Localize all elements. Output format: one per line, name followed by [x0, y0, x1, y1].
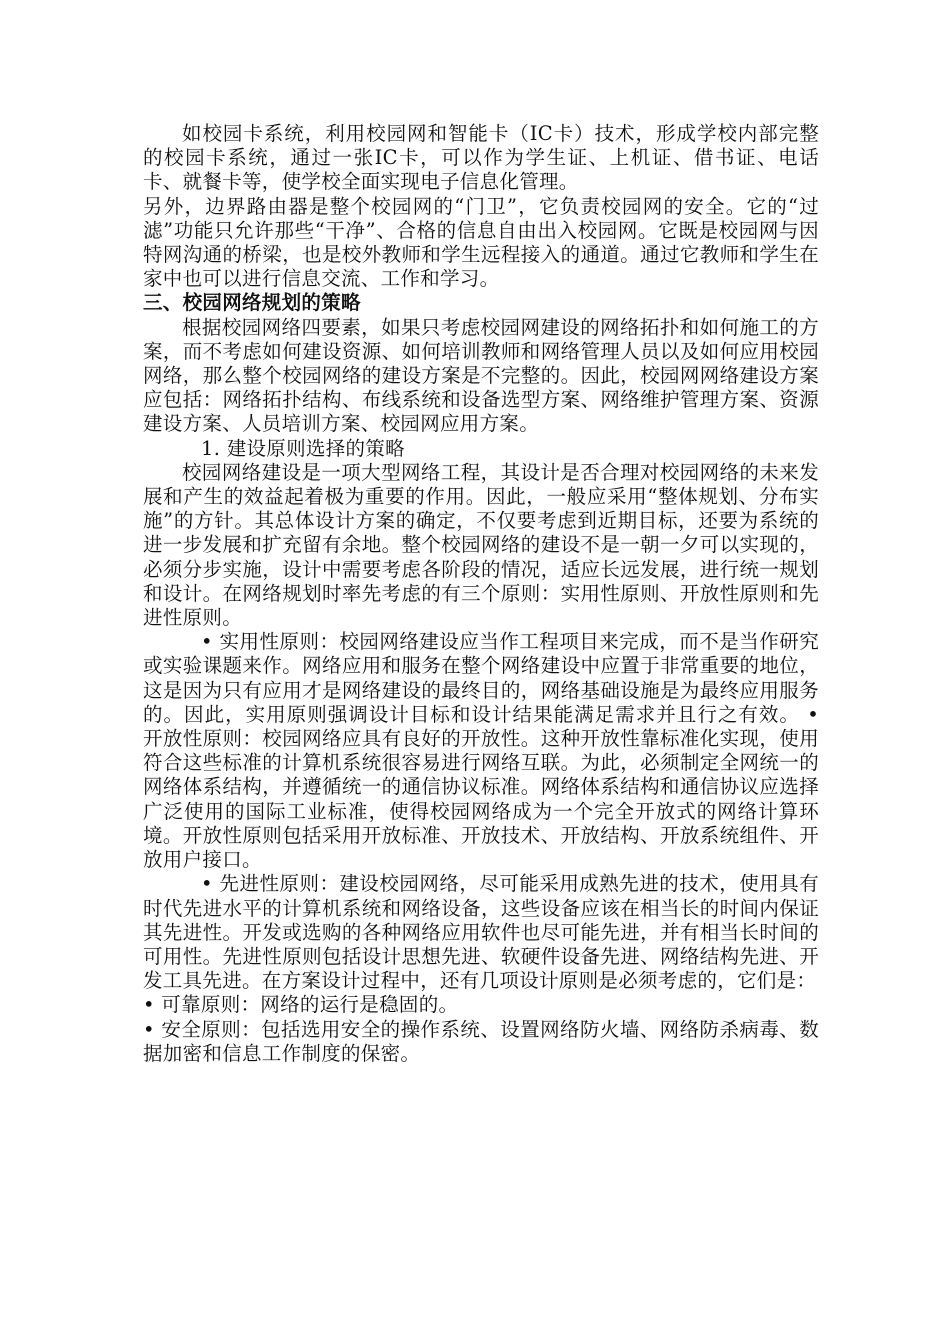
- bullet-reliability-principle: • 可靠原则：网络的运行是稳固的。: [143, 993, 459, 1017]
- paragraph-four-elements: 根据校园网络四要素，如果只考虑校园网建设的网络拓扑和如何施工的方案，而不考虑如何建设资源、如何培训教师和网络管理人员以及如何应用校园网络，那么整个校园网络的建设方案是不完整的。因此，校园网网络建设方案应包括：网络拓扑结构、布线系统和设备选型方案、网络维护管理方案、资源建设方案、人员培训方案、校园网应用方案。: [143, 315, 819, 436]
- paragraph-campus-card: 如校园卡系统，利用校园网和智能卡（IC卡）技术，形成学校内部完整的校园卡系统，通过一张IC卡，可以作为学生证、上机证、借书证、电话卡、就餐卡等，使学校全面实现电子信息化管理。: [143, 122, 819, 194]
- document-body: [143, 122, 819, 1066]
- subsection-heading-principles: 1. 建设原则选择的策略: [201, 436, 405, 460]
- section-heading-strategy: 三、校园网络规划的策略: [143, 291, 361, 315]
- paragraph-border-router: 另外，边界路由器是整个校园网的“门卫”，它负责校园网的安全。它的“过滤”功能只允许那些“干净”、合格的信息自由出入校园网。它既是校园网与因特网沟通的桥梁，也是校外教师和学生远程接入的通道。通过它教师和学生在家中也可以进行信息交流、工作和学习。: [143, 194, 819, 291]
- paragraph-practical-open-principles: • 实用性原则：校园网络建设应当作工程项目来完成，而不是当作研究或实验课题来作。网络应用和服务在整个网络建设中应置于非常重要的地位，这是因为只有应用才是网络建设的最终目的，网络基础设施是为最终应用服务的。因此，实用原则强调设计目标和设计结果能满足需求并且行之有效。 • 开放性原则：校园网络应具有良好的开放性。这种开放性靠标准化实现，使用符合这些标准的计算机系统很容易进行网络互联。为此，必须制定全网统一的网络体系结构，并遵循统一的通信协议标准。网络体系结构和通信协议应选择广泛使用的国际工业标准，使得校园网络成为一个完全开放式的网络计算环境。开放性原则包括采用开放标准、开放技术、开放结构、开放系统组件、开放用户接口。: [143, 630, 819, 872]
- paragraph-network-construction: 校园网络建设是一项大型网络工程，其设计是否合理对校园网络的未来发展和产生的效益起着极为重要的作用。因此，一般应采用“整体规划、分布实施”的方针。其总体设计方案的确定，不仅要考虑到近期目标，还要为系统的进一步发展和扩充留有余地。整个校园网络的建设不是一朝一夕可以实现的，必须分步实施，设计中需要考虑各阶段的情况，适应长远发展，进行统一规划和设计。在网络规划时率先考虑的有三个原则：实用性原则、开放性原则和先进性原则。: [143, 460, 819, 630]
- paragraph-advanced-principle: • 先进性原则：建设校园网络，尽可能采用成熟先进的技术，使用具有时代先进水平的计算机系统和网络设备，这些设备应该在相当长的时间内保证其先进性。开发或选购的各种网络应用软件也尽可能先进，并有相当长时间的可用性。先进性原则包括设计思想先进、软硬件设备先进、网络结构先进、开发工具先进。在方案设计过程中，还有几项设计原则是必须考虑的，它们是：: [143, 872, 819, 993]
- bullet-security-principle: • 安全原则：包括选用安全的操作系统、设置网络防火墙、网络防杀病毒、数据加密和信息工作制度的保密。: [143, 1017, 819, 1065]
